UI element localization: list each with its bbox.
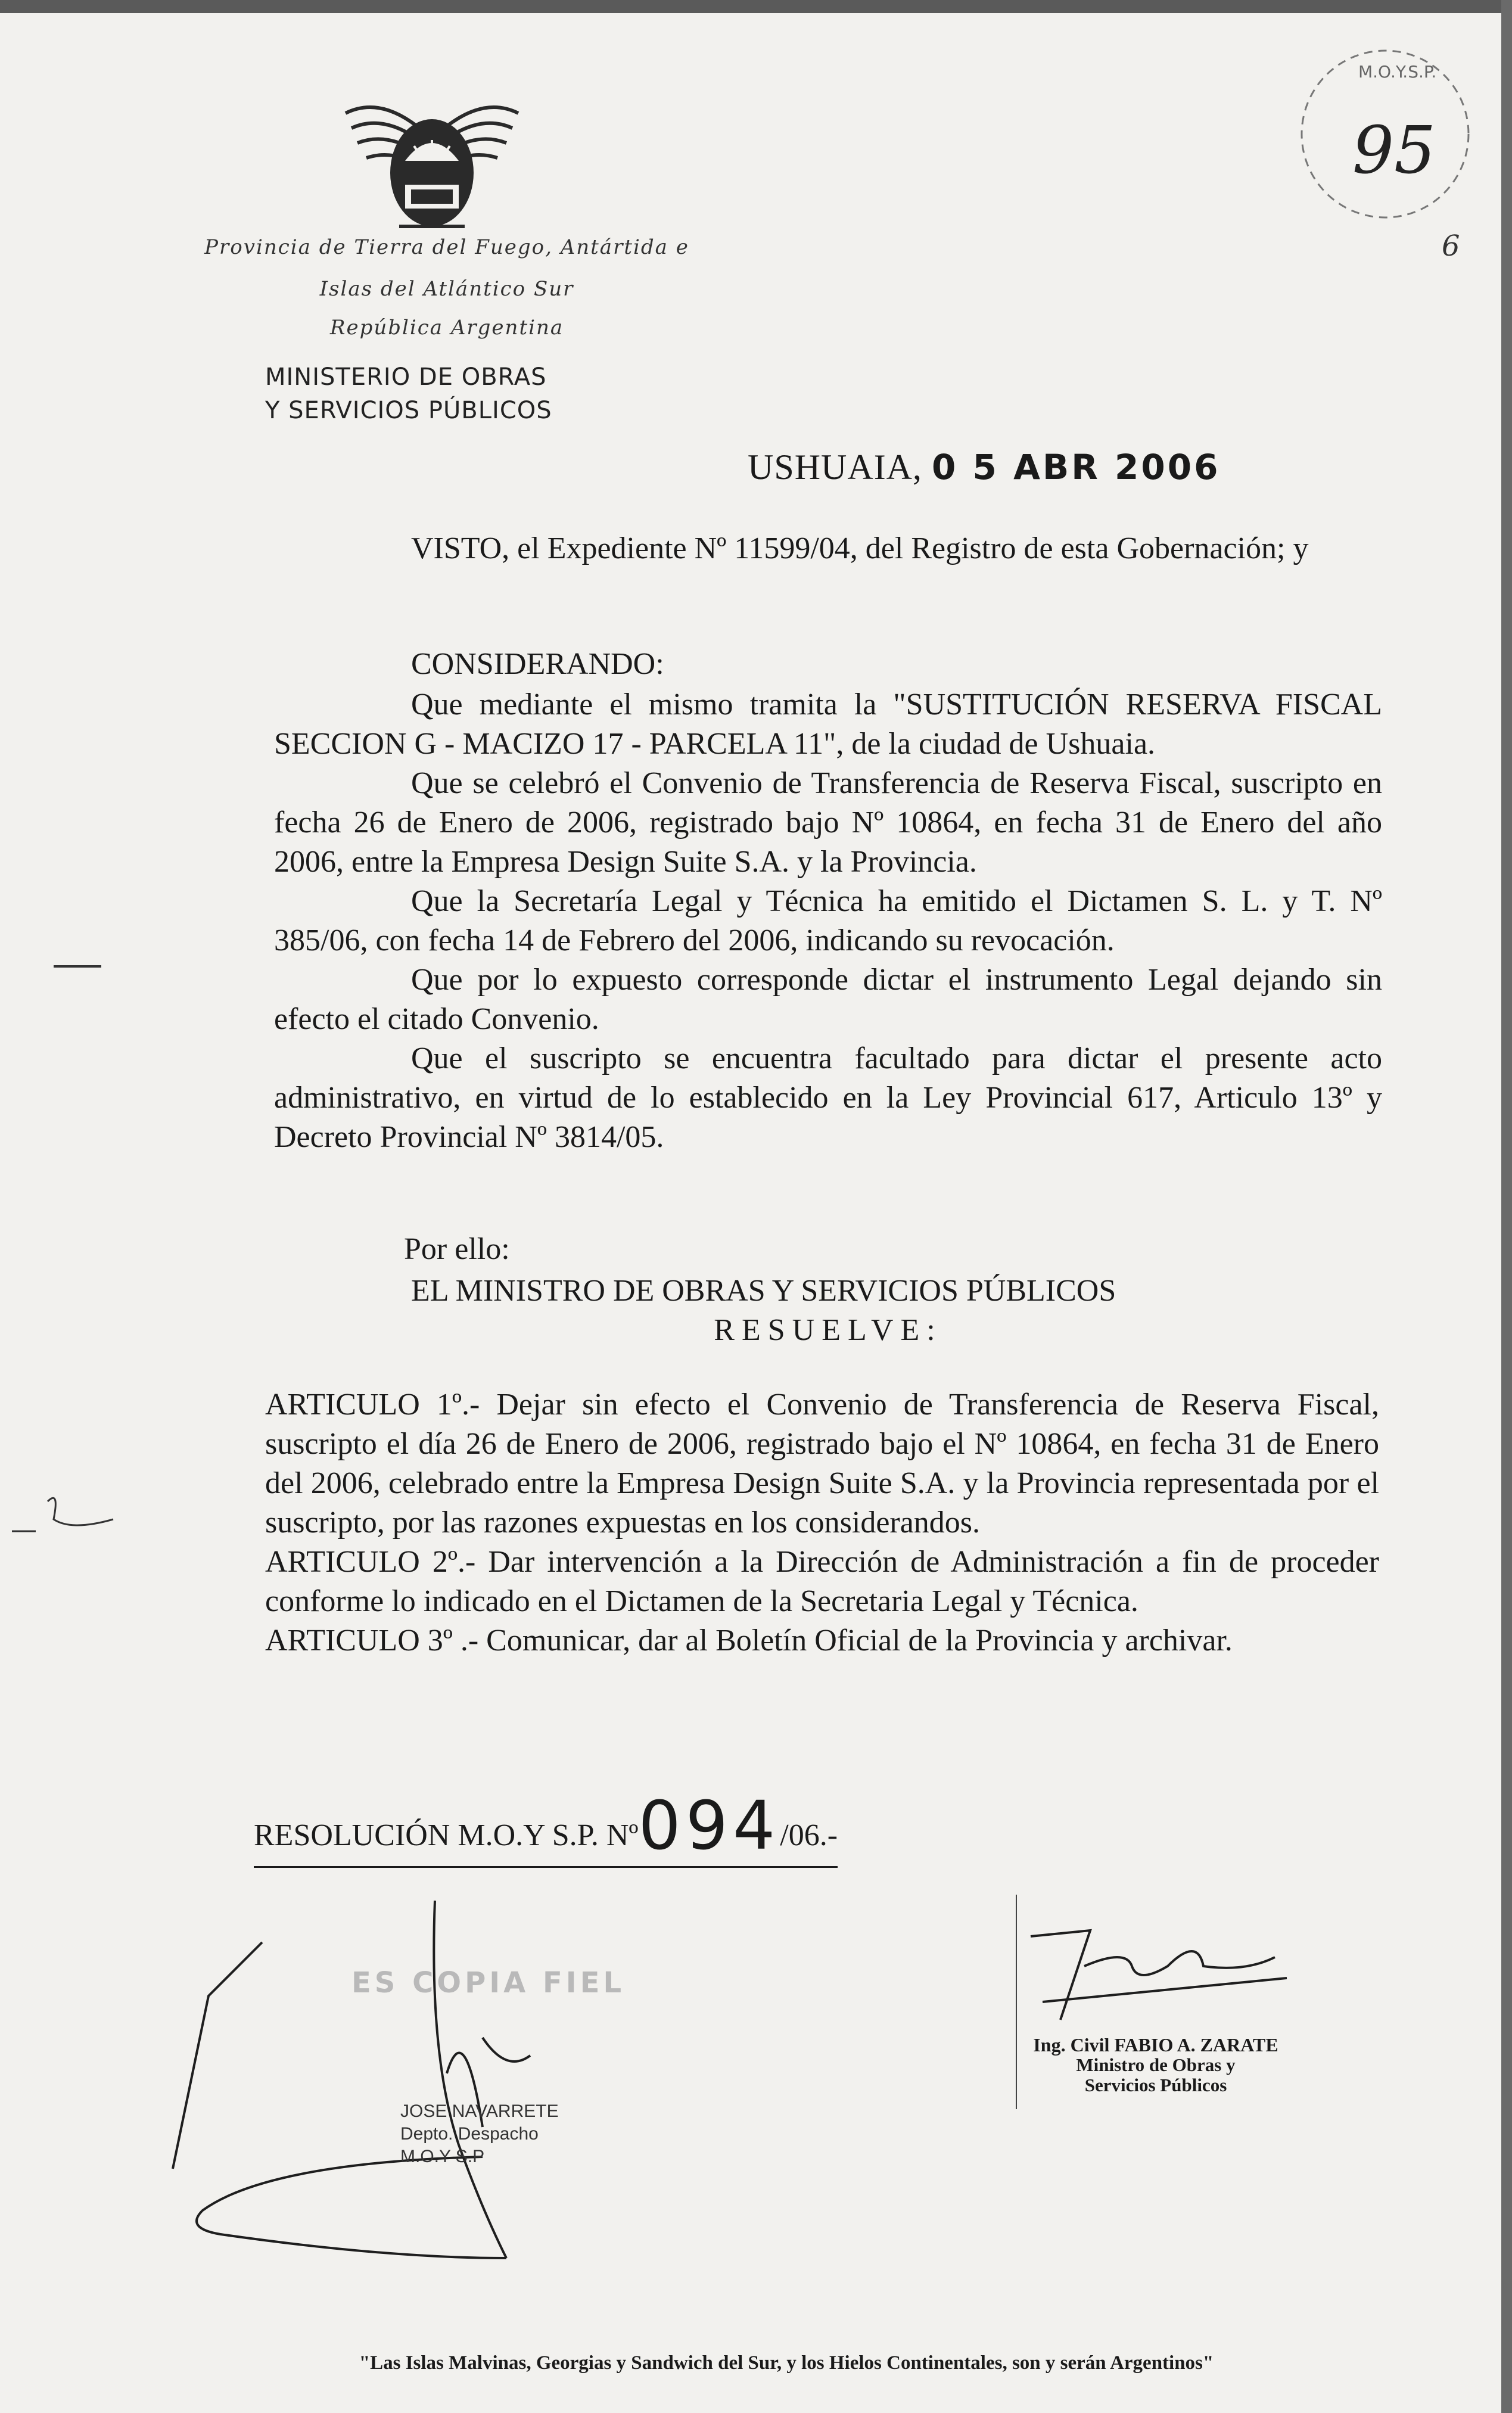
margin-scribble	[12, 1484, 119, 1537]
margin-mark	[54, 965, 101, 968]
folio-stamp-text: M.O.Y.S.P.	[1358, 62, 1437, 82]
considerando-heading: CONSIDERANDO:	[411, 647, 664, 681]
minister-signatory-block	[1013, 2035, 1299, 2095]
province-line-3: República Argentina	[329, 316, 564, 340]
left-signatory-org: M.O.Y S.P	[400, 2147, 485, 2166]
considerando-paragraph: Que se celebró el Convenio de Transferencia de Reserva Fiscal, suscripto en fecha 26 de Enero de 2006, registrado bajo Nº 10864, en fecha 31 de Enero del año 2006, entre la Empresa Design Suite S.A. y la Provincia.	[274, 766, 1382, 879]
considerando-paragraph: Que la Secretaría Legal y Técnica ha emitido el Dictamen S. L. y T. Nº 385/06, con fecha 14 de Febrero del 2006, indicando su revocación.	[274, 884, 1382, 957]
resolution-number: 094	[638, 1787, 780, 1865]
dateline-city: USHUAIA,	[748, 447, 922, 487]
folio-stamp	[1287, 36, 1483, 232]
minister-name: Ing. Civil FABIO A. ZARATE	[1033, 2034, 1278, 2056]
minister-title-line-2: Servicios Públicos	[1084, 2075, 1227, 2095]
ministry-line-1: MINISTERIO DE OBRAS	[265, 363, 547, 391]
article-1: ARTICULO 1º.- Dejar sin efecto el Convenio de Transferencia de Reserva Fiscal, suscripto el día 26 de Enero de 2006, registrado bajo el Nº 10864, en fecha 31 de Enero del 2006, celebrado entre la Empresa Design Suite S.A. y la Provincia representada por el suscripto, por las razones expuestas en los considerandos.	[265, 1388, 1379, 1540]
minister-title-line-1: Ministro de Obras y	[1076, 2054, 1236, 2075]
province-line-1: Provincia de Tierra del Fuego, Antártida e	[204, 235, 689, 259]
left-signatory-name: JOSE NAVARRETE	[400, 2101, 559, 2121]
ministry-line-2: Y SERVICIOS PÚBLICOS	[265, 397, 552, 424]
scan-edge-top	[0, 0, 1512, 13]
dateline-date-stamp: 0 5 ABR 2006	[932, 447, 1221, 487]
considerando-paragraph: Que mediante el mismo tramita la "SUSTITUCIÓN RESERVA FISCAL SECCION G - MACIZO 17 - PARCELA 11", de la ciudad de Ushuaia.	[274, 688, 1382, 761]
resolution-prefix: RESOLUCIÓN M.O.Y S.P. Nº	[254, 1818, 639, 1852]
footer-slogan: "Las Islas Malvinas, Georgias y Sandwich del Sur, y los Hielos Continentales, son y serán Argentinos"	[359, 2352, 1214, 2374]
left-signature	[149, 1877, 774, 2282]
article-3: ARTICULO 3º .- Comunicar, dar al Boletín Oficial de la Provincia y archivar.	[265, 1624, 1233, 1658]
resolution-suffix: /06.-	[780, 1818, 838, 1852]
page-number: 6	[1442, 229, 1460, 263]
ministro-heading: EL MINISTRO DE OBRAS Y SERVICIOS PÚBLICOS	[411, 1274, 1116, 1308]
articles	[265, 1385, 1379, 1661]
minister-signature	[1007, 1901, 1340, 2044]
folio-handwritten-number: 95	[1352, 112, 1436, 188]
por-ello: Por ello:	[404, 1232, 510, 1266]
scan-edge-right	[1501, 0, 1512, 2413]
left-signatory-stamp	[400, 2100, 559, 2168]
ministry-name	[265, 360, 552, 427]
left-signatory-dept: Depto. Despacho	[400, 2124, 539, 2144]
considerando-paragraph: Que por lo expuesto corresponde dictar el instrumento Legal dejando sin efecto el citado Convenio.	[274, 963, 1382, 1036]
visto-paragraph: VISTO, el Expediente Nº 11599/04, del Registro de esta Gobernación; y	[411, 531, 1309, 565]
considerando-body	[274, 685, 1382, 1157]
resolution-number-line	[254, 1787, 838, 1868]
resuelve-heading: RESUELVE:	[714, 1313, 942, 1347]
considerando-paragraph: Que el suscripto se encuentra facultado para dictar el presente acto administrativo, en virtud de lo establecido en la Ley Provincial 617, Articulo 13º y Decreto Provincial Nº 3814/05.	[274, 1041, 1382, 1154]
provincial-crest-icon	[334, 89, 530, 256]
province-line-2: Islas del Atlántico Sur	[319, 277, 574, 301]
es-copia-stamp: ES COPIA FIEL	[351, 1966, 626, 2000]
dateline	[748, 447, 1220, 488]
article-2: ARTICULO 2º.- Dar intervención a la Dirección de Administración a fin de proceder conforme lo indicado en el Dictamen de la Secretaria Legal y Técnica.	[265, 1545, 1379, 1618]
